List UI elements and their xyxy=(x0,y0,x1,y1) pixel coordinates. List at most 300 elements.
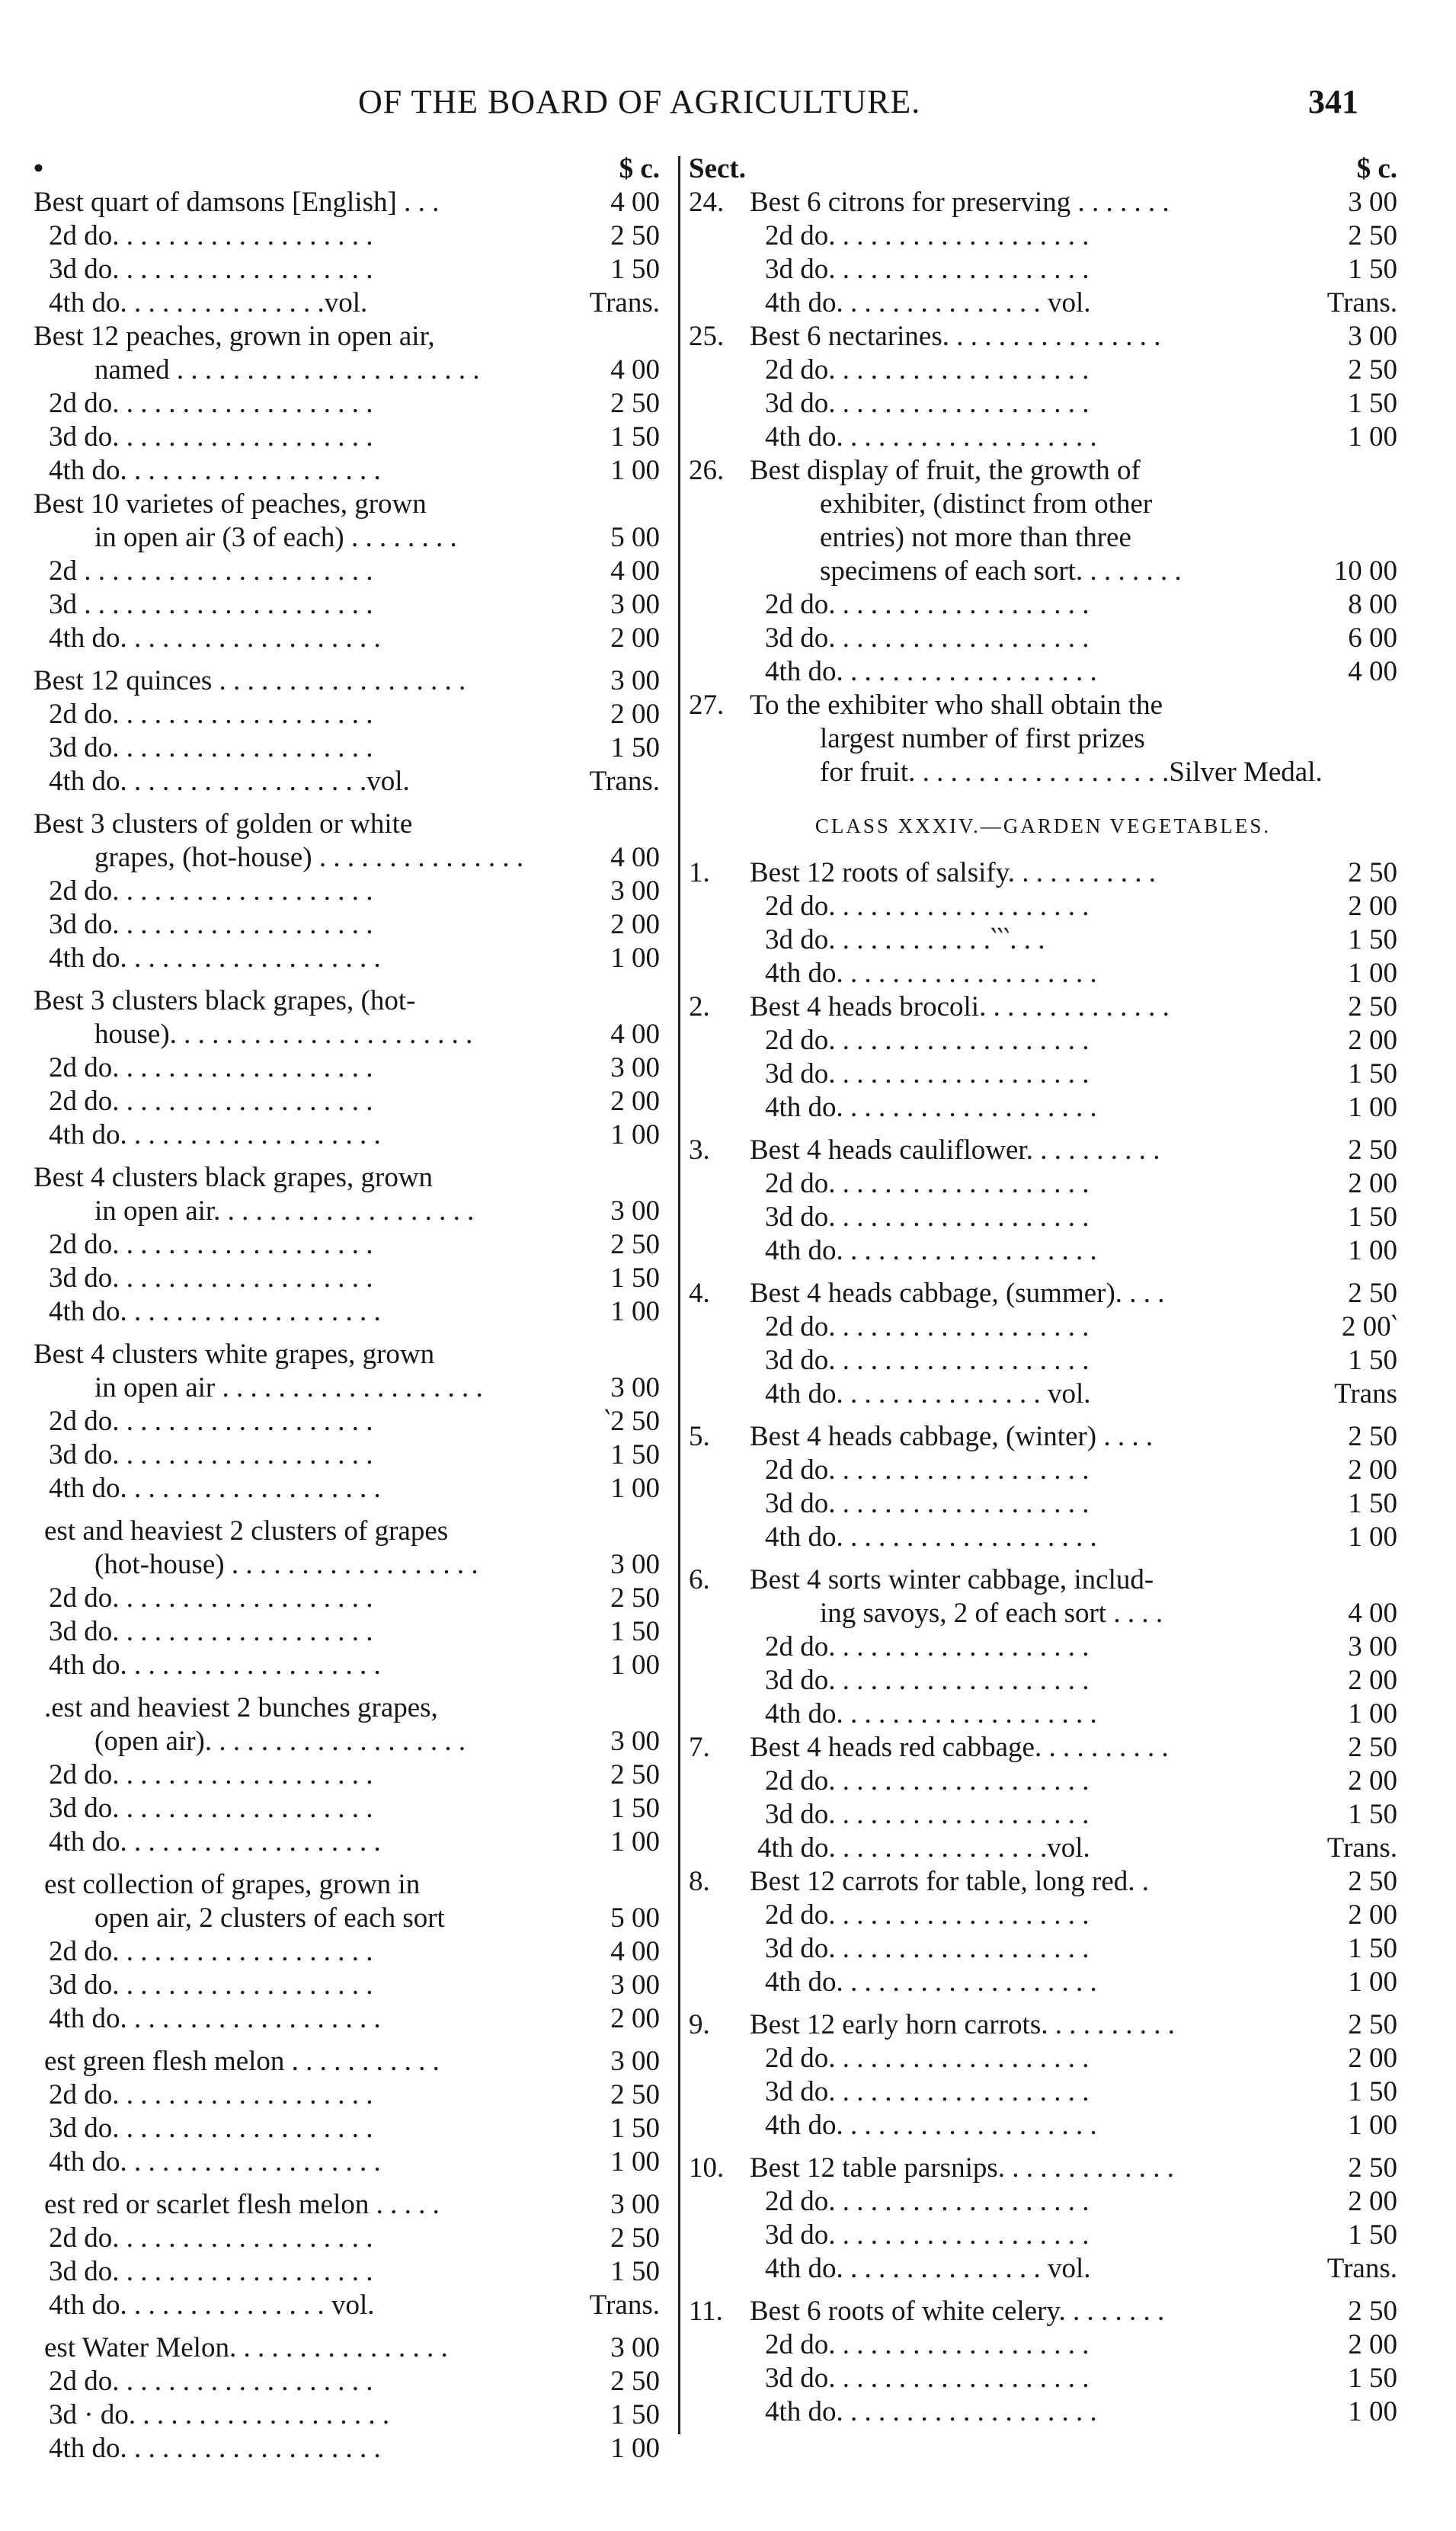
entry-text: 2d do. . . . . . . . . . . . . . . . . . . xyxy=(49,699,373,730)
entry-text: .est and heaviest 2 bunches grapes, xyxy=(44,1692,438,1723)
page-number: 341 xyxy=(1308,83,1358,120)
prize-line xyxy=(689,1832,1397,1865)
prize-amount: Trans. xyxy=(589,766,660,797)
prize-line xyxy=(34,731,660,765)
prize-amount: 6 00 xyxy=(1348,622,1397,654)
entry-text: specimens of each sort. . . . . . . . xyxy=(820,555,1182,587)
entry-text: Best 12 peaches, grown in open air, xyxy=(34,321,435,352)
prize-line xyxy=(689,1731,1397,1765)
prize-line xyxy=(34,588,660,622)
entry-text: 3d · do. . . . . . . . . . . . . . . . . . . xyxy=(49,2399,390,2430)
prize-amount: 2 00 xyxy=(610,909,660,940)
entry-text: 3d do. . . . . . . . . . . . . . . . . . . xyxy=(765,1202,1090,1233)
section-number: 25. xyxy=(689,321,725,352)
prize-line xyxy=(689,588,1397,622)
prize-line xyxy=(689,2362,1397,2395)
entry-text: 3d do. . . . . . . . . . . . . . . . . . . xyxy=(49,909,373,940)
entry-text: 4th do. . . . . . . . . . . . . . . . . . . xyxy=(49,1826,381,1857)
entry-text: • xyxy=(34,153,43,184)
prize-line xyxy=(34,1438,660,1472)
prize-amount: 1 50 xyxy=(610,421,660,453)
prize-line xyxy=(689,1630,1397,1664)
prize-line xyxy=(689,1966,1397,1999)
prize-line xyxy=(34,2145,660,2179)
entry-text: est and heaviest 2 clusters of grapes xyxy=(44,1515,449,1547)
entry-text: 4th do. . . . . . . . . . . . . . . . . . . xyxy=(49,1296,381,1327)
prize-amount: 1 00 xyxy=(610,2146,660,2177)
entry-text: Best 6 roots of white celery. . . . . . . . xyxy=(750,2296,1165,2327)
prize-amount: 3 00 xyxy=(1348,187,1397,218)
prize-amount: 2 50 xyxy=(1348,1134,1397,1166)
section-number: 5. xyxy=(689,1421,710,1452)
prize-line xyxy=(34,2398,660,2432)
prize-line xyxy=(34,2222,660,2255)
section-number: 4. xyxy=(689,1278,710,1309)
prize-line xyxy=(34,2112,660,2145)
prize-line xyxy=(34,664,660,698)
entry-text: 2d do. . . . . . . . . . . . . . . . . . . xyxy=(49,2079,373,2110)
running-title: OF THE BOARD OF AGRICULTURE. xyxy=(358,83,921,120)
right-column xyxy=(689,152,1397,2429)
prize-amount: Trans. xyxy=(1326,287,1397,318)
entry-text: 3d do. . . . . . . . . . . . . . . . . . . xyxy=(765,1488,1090,1519)
entry-text: 4th do. . . . . . . . . . . . . . .vol. xyxy=(49,287,368,318)
prize-amount: 1 00 xyxy=(610,1473,660,1504)
entry-text: 3d do. . . . . . . . . . . . . . . . . . . xyxy=(765,388,1090,419)
section-number: 8. xyxy=(689,1866,710,1897)
section-number: 1. xyxy=(689,857,710,888)
prize-amount: 3 00 xyxy=(610,2332,660,2363)
entry-text: (hot-house) . . . . . . . . . . . . . . . . . . xyxy=(94,1549,478,1580)
prize-line xyxy=(689,923,1397,957)
entry-text: 2d do. . . . . . . . . . . . . . . . . . . xyxy=(765,2329,1090,2360)
section-number: 11. xyxy=(689,2296,723,2327)
prize-line xyxy=(34,286,660,320)
prize-line xyxy=(689,1167,1397,1201)
entry-text: 2d do. . . . . . . . . . . . . . . . . . . xyxy=(49,388,373,419)
prize-line xyxy=(34,1338,660,1371)
prize-line xyxy=(689,286,1397,320)
prize-amount: 1 00 xyxy=(1348,1521,1397,1553)
prize-amount: 3 00 xyxy=(610,1549,660,1580)
prize-amount: Trans. xyxy=(1326,2253,1397,2284)
prize-line xyxy=(34,186,660,219)
prize-amount: 2 50 xyxy=(1348,991,1397,1022)
entry-text: 3d do. . . . . . . . . . . . . . . . . . . xyxy=(49,732,373,763)
entry-text: 3d do. . . . . . . . . . . . . . . . . . . xyxy=(765,254,1090,285)
prize-line xyxy=(689,722,1397,756)
entry-text: 2d do. . . . . . . . . . . . . . . . . . . xyxy=(765,1765,1090,1797)
prize-line xyxy=(34,1902,660,1935)
prize-amount: 2 00 xyxy=(610,622,660,654)
prize-amount: 3 00 xyxy=(1348,321,1397,352)
prize-amount: 3 00 xyxy=(610,1052,660,1083)
entry-text: 2d do. . . . . . . . . . . . . . . . . . . xyxy=(765,1311,1090,1342)
prize-amount: 2 50 xyxy=(1348,1866,1397,1897)
entry-text: 2d do. . . . . . . . . . . . . . . . . . . xyxy=(49,2366,373,2397)
entry-text: est green flesh melon . . . . . . . . . . . xyxy=(44,2046,440,2077)
prize-line xyxy=(689,454,1397,488)
entry-text: Best 4 heads cabbage, (summer). . . . xyxy=(750,1278,1165,1309)
entry-text: est red or scarlet flesh melon . . . . . xyxy=(44,2189,440,2220)
prize-line xyxy=(689,354,1397,387)
prize-line xyxy=(689,1277,1397,1310)
prize-line xyxy=(34,421,660,454)
prize-amount: 3 00 xyxy=(610,1726,660,1757)
prize-amount: Trans. xyxy=(1326,1832,1397,1864)
prize-amount: 2 00 xyxy=(1348,891,1397,922)
prize-line xyxy=(34,1371,660,1405)
prize-line xyxy=(34,1825,660,1859)
entry-text: in open air . . . . . . . . . . . . . . . . . . . xyxy=(94,1372,483,1403)
prize-amount: 1 50 xyxy=(610,2399,660,2430)
prize-line xyxy=(689,1377,1397,1411)
class-heading: CLASS XXXIV.—GARDEN VEGETABLES. xyxy=(814,814,1272,837)
entry-text: 3d do. . . . . . . . . . . . . . . . . . . xyxy=(49,421,373,453)
entry-text: 4th do. . . . . . . . . . . . . . . . . . . xyxy=(765,1092,1097,1123)
prize-amount: 4 00 xyxy=(1348,1598,1397,1629)
prize-line xyxy=(34,1295,660,1329)
prize-line xyxy=(689,890,1397,923)
entry-text: (open air). . . . . . . . . . . . . . . . . . . xyxy=(94,1726,466,1757)
prize-line xyxy=(689,1865,1397,1899)
page-header xyxy=(0,82,1456,128)
prize-line xyxy=(689,387,1397,421)
prize-amount: 2 00 xyxy=(1348,2186,1397,2217)
entry-text: 3d do. . . . . . . . . . . . . . . . . . . xyxy=(49,1616,373,1647)
entry-text: 3d do. . . . . . . . . . . . . . . . . . . xyxy=(765,622,1090,654)
prize-line xyxy=(689,1234,1397,1268)
entry-text: 2d do. . . . . . . . . . . . . . . . . . . xyxy=(765,1454,1090,1486)
prize-amount: 1 50 xyxy=(610,254,660,285)
prize-amount: 2 00 xyxy=(610,2003,660,2034)
prize-amount: 8 00 xyxy=(1348,589,1397,620)
prize-amount: 1 50 xyxy=(1348,1933,1397,1964)
entry-text: house). . . . . . . . . . . . . . . . . . . . . . xyxy=(94,1019,473,1050)
prize-line xyxy=(689,1932,1397,1966)
entry-text: 4th do. . . . . . . . . . . . . . . . . . . xyxy=(765,1521,1097,1553)
entry-text: 4th do. . . . . . . . . . . . . . . . . . . xyxy=(49,622,381,654)
prize-line xyxy=(689,219,1397,253)
entry-text: 4th do. . . . . . . . . . . . . . . . . . . xyxy=(49,1649,381,1681)
prize-line xyxy=(689,1134,1397,1167)
entry-text: 4th do. . . . . . . . . . . . . . . . . . . xyxy=(49,455,381,486)
prize-line xyxy=(689,957,1397,990)
entry-text: Best quart of damsons [English] . . . xyxy=(34,187,440,218)
entry-text: 3d do. . . . . . . . . . . . . . . . . . . xyxy=(765,2219,1090,2251)
prize-line xyxy=(689,689,1397,722)
prize-amount: 1 00 xyxy=(610,455,660,486)
prize-line xyxy=(34,1792,660,1825)
prize-line xyxy=(689,555,1397,588)
prize-line xyxy=(34,2045,660,2078)
prize-amount: 1 00 xyxy=(610,1119,660,1150)
entry-text: 4th do. . . . . . . . . . . . . . . .vol. xyxy=(757,1832,1090,1864)
prize-amount: 1 00 xyxy=(1348,2110,1397,2141)
prize-amount: 2 00 xyxy=(1348,1168,1397,1199)
prize-line xyxy=(34,1758,660,1792)
prize-amount: 2 00 xyxy=(1348,1899,1397,1931)
entry-text: Best 4 clusters white grapes, grown xyxy=(34,1339,435,1370)
prize-line xyxy=(34,521,660,555)
entry-text: 3d do. . . . . . . . . . . . . . . . . . . xyxy=(765,1058,1090,1090)
prize-line xyxy=(34,1548,660,1582)
entry-text: 3d do. . . . . . . . . . . . . . . . . . . xyxy=(49,1793,373,1824)
prize-line xyxy=(689,1058,1397,1091)
entry-text: 2d do. . . . . . . . . . . . . . . . . . . xyxy=(765,2043,1090,2074)
prize-line xyxy=(34,555,660,588)
entry-text: Best 4 heads cauliflower. . . . . . . . . . xyxy=(750,1134,1160,1166)
prize-line xyxy=(689,1521,1397,1554)
entry-text: 2d do. . . . . . . . . . . . . . . . . . . xyxy=(765,1899,1090,1931)
entry-text: 2d do. . . . . . . . . . . . . . . . . . . xyxy=(765,1168,1090,1199)
entry-text: 3d do. . . . . . . . . . . . . . . . . . . xyxy=(49,1439,373,1470)
prize-amount: 2 50 xyxy=(610,388,660,419)
prize-line xyxy=(34,2078,660,2112)
prize-amount: 2 00 xyxy=(1348,1665,1397,1696)
prize-amount: 3 00 xyxy=(610,589,660,620)
prize-amount: 1 00 xyxy=(1348,421,1397,453)
prize-amount: 2 00 xyxy=(610,1086,660,1117)
prize-line xyxy=(34,698,660,731)
prize-amount: 1 00 xyxy=(1348,1092,1397,1123)
entry-text: 4th do. . . . . . . . . . . . . . . vol. xyxy=(765,287,1091,318)
prize-line xyxy=(34,219,660,253)
entry-text: 2d do. . . . . . . . . . . . . . . . . . . xyxy=(765,354,1090,386)
entry-text: 2d do. . . . . . . . . . . . . . . . . . . xyxy=(765,1631,1090,1662)
prize-amount: Trans. xyxy=(589,287,660,318)
prize-amount: 2 00 xyxy=(1348,2043,1397,2074)
section-number: 27. xyxy=(689,690,725,721)
prize-amount: 1 00 xyxy=(1348,958,1397,989)
prize-line xyxy=(34,1868,660,1902)
prize-amount: 2 50 xyxy=(1348,1421,1397,1452)
section-number: 24. xyxy=(689,187,725,218)
prize-amount: 1 50 xyxy=(610,732,660,763)
prize-amount: 4 00 xyxy=(610,1019,660,1050)
amount-header: $ c. xyxy=(619,153,660,184)
prize-amount: 2 50 xyxy=(610,1229,660,1260)
prize-amount: 4 00 xyxy=(610,187,660,218)
entry-text: 4th do. . . . . . . . . . . . . . . vol. xyxy=(765,2253,1091,2284)
entry-text: Best 3 clusters of golden or white xyxy=(34,808,413,840)
prize-line xyxy=(34,1725,660,1758)
entry-text: 3d do. . . . . . . . . . . . . . . . . . . xyxy=(49,254,373,285)
prize-amount: Trans xyxy=(1334,1378,1397,1409)
prize-line xyxy=(34,622,660,655)
prize-line xyxy=(689,186,1397,219)
entry-text: Best 4 clusters black grapes, grown xyxy=(34,1162,434,1193)
prize-amount: 2 00 xyxy=(1348,1454,1397,1486)
prize-line xyxy=(689,2252,1397,2286)
prize-amount: 2 50 xyxy=(610,2079,660,2110)
prize-amount: 2 50 xyxy=(610,1582,660,1614)
section-number: Sect. xyxy=(689,153,746,184)
entry-text: 3d do. . . . . . . . . . . .‵‵‵. . . xyxy=(765,924,1045,955)
prize-amount: 1 00 xyxy=(1348,1698,1397,1729)
entry-text: Best 3 clusters black grapes, (hot- xyxy=(34,985,416,1016)
prize-line xyxy=(34,1582,660,1615)
prize-amount: 1 50 xyxy=(1348,1799,1397,1830)
prize-line xyxy=(34,908,660,942)
prize-amount: 2 50 xyxy=(610,2366,660,2397)
prize-amount: 1 50 xyxy=(1348,1202,1397,1233)
section-number: 6. xyxy=(689,1564,710,1595)
prize-line xyxy=(34,354,660,387)
column-header xyxy=(34,152,660,186)
entry-text: for fruit. . . . . . . . . . . . . . . . . . .Silver Medal. xyxy=(820,757,1323,788)
prize-amount: 1 50 xyxy=(1348,254,1397,285)
entry-text: 3d do. . . . . . . . . . . . . . . . . . . xyxy=(49,2256,373,2287)
entry-text: 4th do. . . . . . . . . . . . . . . . . . . xyxy=(49,1473,381,1504)
prize-line xyxy=(689,2295,1397,2328)
prize-amount: ‵2 50 xyxy=(603,1406,660,1437)
entry-text: 2d . . . . . . . . . . . . . . . . . . . . . xyxy=(49,555,373,587)
prize-amount: 2 00 xyxy=(1348,1765,1397,1797)
prize-line xyxy=(34,253,660,286)
prize-amount: 4 00 xyxy=(610,555,660,587)
prize-line xyxy=(34,1195,660,1228)
section-number: 9. xyxy=(689,2009,710,2040)
column-divider xyxy=(678,156,680,2434)
section-number: 10. xyxy=(689,2152,725,2184)
entry-text: named . . . . . . . . . . . . . . . . . . . . . . xyxy=(94,354,480,386)
entry-text: Best 4 heads red cabbage. . . . . . . . . . xyxy=(750,1732,1169,1763)
prize-amount: 1 50 xyxy=(1348,1058,1397,1090)
prize-amount: 1 50 xyxy=(610,2256,660,2287)
prize-amount: 2 00 xyxy=(1348,1025,1397,1056)
entry-text: Best 6 citrons for preserving . . . . . . . xyxy=(750,187,1170,218)
entry-text: 4th do. . . . . . . . . . . . . . . . . . . xyxy=(49,1119,381,1150)
entry-text: 2d do. . . . . . . . . . . . . . . . . . . xyxy=(765,220,1090,251)
prize-amount: 1 50 xyxy=(1348,1345,1397,1376)
entry-text: 4th do. . . . . . . . . . . . . . . . . . . xyxy=(49,2003,381,2034)
prize-line xyxy=(34,2365,660,2398)
prize-amount: 1 00 xyxy=(1348,1966,1397,1998)
prize-line xyxy=(34,1515,660,1548)
prize-amount: 2 50 xyxy=(1348,2152,1397,2184)
prize-amount: 1 50 xyxy=(610,2113,660,2144)
entry-text: Best 6 nectarines. . . . . . . . . . . . . . . . xyxy=(750,321,1161,352)
prize-amount: 10 00 xyxy=(1333,555,1397,587)
prize-line xyxy=(34,841,660,875)
section-number: 2. xyxy=(689,991,710,1022)
prize-amount: 2 50 xyxy=(1348,2296,1397,2327)
prize-line xyxy=(689,2395,1397,2429)
prize-line xyxy=(34,942,660,975)
prize-line xyxy=(34,387,660,421)
prize-line xyxy=(689,253,1397,286)
prize-amount: 1 50 xyxy=(610,1439,660,1470)
entry-text: exhibiter, (distinct from other xyxy=(820,488,1153,520)
prize-line xyxy=(689,2185,1397,2219)
section-number: 26. xyxy=(689,455,725,486)
prize-line xyxy=(689,1487,1397,1521)
prize-line xyxy=(34,1228,660,1262)
prize-line xyxy=(689,1201,1397,1234)
prize-amount: 1 00 xyxy=(1348,2396,1397,2427)
prize-amount: 1 50 xyxy=(610,1616,660,1647)
entry-text: 2d do. . . . . . . . . . . . . . . . . . . xyxy=(49,220,373,251)
prize-line xyxy=(689,2075,1397,2109)
prize-line xyxy=(689,2152,1397,2185)
prize-line xyxy=(34,2432,660,2465)
prize-line xyxy=(34,1615,660,1649)
prize-line xyxy=(689,2109,1397,2142)
prize-line xyxy=(689,990,1397,1024)
prize-amount: 4 00 xyxy=(610,354,660,386)
prize-line xyxy=(689,1344,1397,1377)
prize-line xyxy=(689,2008,1397,2042)
entry-text: Best 4 sorts winter cabbage, includ- xyxy=(750,1564,1154,1595)
entry-text: 4th do. . . . . . . . . . . . . . . . . . . xyxy=(765,421,1097,453)
prize-line xyxy=(689,1563,1397,1597)
prize-amount: 2 00‵ xyxy=(1341,1311,1397,1342)
prize-line xyxy=(689,1454,1397,1487)
prize-amount: 1 00 xyxy=(610,1296,660,1327)
prize-amount: 1 50 xyxy=(1348,2363,1397,2394)
prize-line xyxy=(689,655,1397,689)
entry-text: Best 4 heads cabbage, (winter) . . . . xyxy=(750,1421,1154,1452)
prize-amount: 1 50 xyxy=(1348,1488,1397,1519)
prize-line xyxy=(689,2328,1397,2362)
prize-line xyxy=(34,488,660,521)
prize-line xyxy=(34,1969,660,2002)
prize-amount: 3 00 xyxy=(610,2046,660,2077)
prize-line xyxy=(689,1597,1397,1630)
prize-line xyxy=(34,454,660,488)
entry-text: 3d do. . . . . . . . . . . . . . . . . . . xyxy=(765,2363,1090,2394)
amount-header: $ c. xyxy=(1356,153,1397,184)
entry-text: 2d do. . . . . . . . . . . . . . . . . . . xyxy=(49,1936,373,1967)
prize-amount: 3 00 xyxy=(610,1195,660,1227)
entry-text: 3d do. . . . . . . . . . . . . . . . . . . xyxy=(765,2076,1090,2107)
entry-text: 2d do. . . . . . . . . . . . . . . . . . . xyxy=(49,1406,373,1437)
entry-text: To the exhibiter who shall obtain the xyxy=(750,690,1163,721)
entry-text: Best 12 roots of salsify. . . . . . . . . . . xyxy=(750,857,1157,888)
prize-line xyxy=(34,2002,660,2036)
entry-text: Best 10 varietes of peaches, grown xyxy=(34,488,427,520)
prize-amount: 2 50 xyxy=(1348,857,1397,888)
prize-line xyxy=(689,622,1397,655)
prize-amount: 1 00 xyxy=(610,2433,660,2464)
entry-text: largest number of first prizes xyxy=(820,723,1145,754)
prize-amount: 3 00 xyxy=(610,1372,660,1403)
prize-amount: 1 50 xyxy=(1348,2076,1397,2107)
entry-text: Best 12 quinces . . . . . . . . . . . . . . . . . . xyxy=(34,665,466,696)
prize-amount: 3 00 xyxy=(610,875,660,907)
prize-amount: 2 50 xyxy=(610,220,660,251)
entry-text: open air, 2 clusters of each sort xyxy=(94,1902,445,1934)
entry-text: Best 12 early horn carrots. . . . . . . . . . xyxy=(750,2009,1175,2040)
prize-line xyxy=(689,2219,1397,2252)
prize-amount: 2 00 xyxy=(1348,2329,1397,2360)
prize-amount: 1 50 xyxy=(610,1793,660,1824)
entry-text: 4th do. . . . . . . . . . . . . . . . . .vol. xyxy=(49,766,410,797)
prize-line xyxy=(689,320,1397,354)
entry-text: 2d do. . . . . . . . . . . . . . . . . . . xyxy=(765,891,1090,922)
prize-line xyxy=(34,1262,660,1295)
prize-line xyxy=(34,1472,660,1505)
prize-amount: 4 00 xyxy=(1348,656,1397,687)
prize-line xyxy=(689,1899,1397,1932)
prize-line xyxy=(689,488,1397,521)
prize-amount: Trans. xyxy=(589,2289,660,2321)
entry-text: 4th do. . . . . . . . . . . . . . . . . . . xyxy=(765,1966,1097,1998)
entry-text: 4th do. . . . . . . . . . . . . . . vol. xyxy=(765,1378,1091,1409)
prize-line xyxy=(689,521,1397,555)
prize-amount: 2 50 xyxy=(1348,2009,1397,2040)
